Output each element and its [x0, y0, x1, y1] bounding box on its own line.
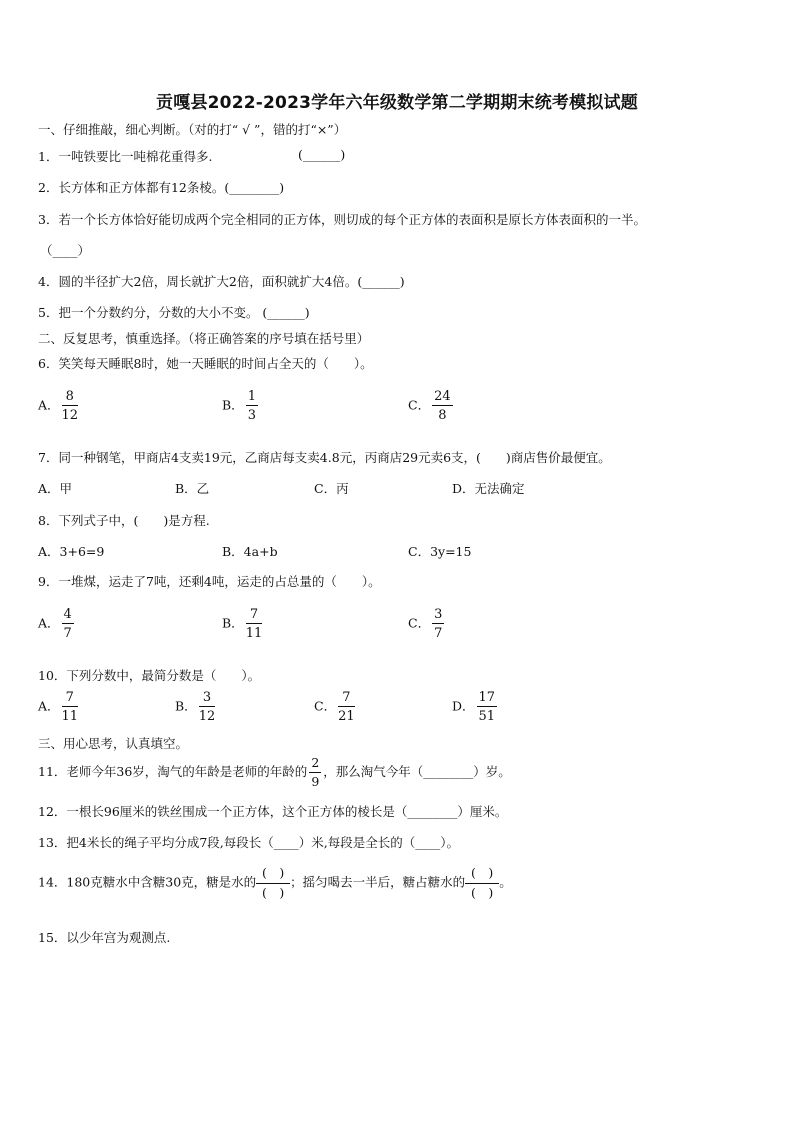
question-13: 13．把4米长的绳子平均分成7段,每段长（____）米,每段是全长的（____）。: [38, 835, 460, 850]
numerator: 17: [478, 690, 496, 705]
question-1-text: 1．一吨铁要比一吨棉花重得多.: [38, 149, 213, 164]
question-7-option-b[interactable]: B．乙: [175, 481, 210, 496]
fraction: [246, 608, 263, 640]
fraction: [432, 390, 453, 422]
question-10: 10．下列分数中，最简分数是（ ）。: [38, 668, 261, 683]
option-label: D．: [452, 698, 475, 714]
denominator: 3: [247, 408, 256, 423]
denominator: 21: [338, 709, 355, 724]
question-1: [38, 147, 212, 165]
answer-fraction-blank[interactable]: [465, 867, 499, 899]
denominator: 11: [61, 709, 79, 724]
page-title: 贡嘎县2022-2023学年六年级数学第二学期期末统考模拟试题: [156, 93, 638, 113]
option-label: B．: [222, 397, 244, 413]
option-label: A．: [38, 698, 60, 714]
numerator: 24: [434, 389, 451, 404]
denominator: 11: [245, 626, 263, 641]
question-5: 5．把一个分数约分，分数的大小不变。 (______): [38, 305, 310, 320]
question-8-option-c[interactable]: C．3y=15: [408, 544, 472, 559]
fraction: [477, 691, 498, 723]
option-label: C．: [408, 615, 431, 631]
question-8-option-a[interactable]: A．3+6=9: [38, 544, 105, 559]
question-3-answer-blank[interactable]: （____）: [40, 243, 91, 258]
question-10-option-a[interactable]: [38, 691, 80, 723]
question-4: 4．圆的半径扩大2倍，周长就扩大2倍，面积就扩大4倍。(______): [38, 274, 405, 289]
fraction: [246, 390, 258, 422]
numerator: 7: [246, 608, 263, 624]
denominator: 51: [478, 709, 496, 724]
question-7-option-c[interactable]: C．丙: [314, 481, 349, 496]
denominator: 12: [61, 408, 79, 423]
numerator: 3: [434, 607, 443, 622]
question-6-option-a[interactable]: [38, 390, 80, 422]
option-label: C．: [314, 698, 337, 714]
numerator: 8: [62, 390, 79, 406]
option-label: C．: [408, 397, 431, 413]
numerator-blank[interactable]: ( ): [256, 867, 290, 884]
answer-fraction-blank[interactable]: [256, 867, 290, 899]
question-7-option-d[interactable]: D．无法确定: [452, 481, 525, 496]
option-label: A．: [38, 615, 60, 631]
fraction: [432, 608, 444, 640]
question-7-option-a[interactable]: A．甲: [38, 481, 73, 496]
question-14-text-c: 。: [499, 874, 512, 890]
denominator-blank[interactable]: ( ): [262, 884, 285, 900]
question-7: 7．同一种钢笔，甲商店4支卖19元，乙商店每支卖4.8元，丙商店29元卖6支，( )商店售价最便宜。: [38, 450, 611, 465]
question-6: 6．笑笑每天睡眠8时，她一天睡眠的时间占全天的（ ）。: [38, 356, 373, 371]
numerator: 1: [247, 389, 256, 404]
question-3: 3．若一个长方体恰好能切成两个完全相同的正方体，则切成的每个正方体的表面积是原长方体表面积的一半。: [38, 212, 646, 227]
numerator: 2: [309, 757, 321, 773]
question-14-text-a: 14．180克糖水中含糖30克，糖是水的: [38, 874, 257, 890]
numerator-blank[interactable]: ( ): [465, 867, 499, 884]
question-6-option-c[interactable]: [408, 390, 455, 422]
question-9: 9．一堆煤，运走了7吨，还剩4吨，运走的占总量的（ ）。: [38, 574, 381, 589]
fraction: [62, 691, 79, 723]
question-11-text-a: 11．老师今年36岁，淘气的年龄是老师的年龄的: [38, 764, 308, 779]
numerator: 7: [338, 691, 355, 707]
denominator: 9: [311, 773, 320, 789]
option-label: B．: [175, 698, 197, 714]
question-8-option-b[interactable]: B．4a+b: [222, 544, 278, 559]
question-9-option-a[interactable]: [38, 608, 76, 640]
question-10-option-b[interactable]: [175, 691, 217, 723]
question-15: 15．以少年宫为观测点.: [38, 930, 171, 945]
question-2: 2．长方体和正方体都有12条棱。(________): [38, 180, 285, 195]
denominator: 12: [198, 709, 216, 724]
question-14-text-b: ；摇匀喝去一半后，糖占糖水的: [290, 874, 466, 890]
question-8: 8．下列式子中，( )是方程.: [38, 513, 210, 528]
denominator: 7: [63, 626, 72, 641]
section-1-heading: 一、仔细推敲，细心判断。（对的打“ √ ”，错的打“×”）: [38, 122, 347, 137]
denominator: 7: [434, 626, 443, 641]
question-9-option-b[interactable]: [222, 608, 264, 640]
question-6-option-b[interactable]: [222, 390, 260, 422]
denominator: 8: [438, 408, 447, 423]
question-1-answer-blank[interactable]: (______): [298, 147, 346, 162]
question-10-option-c[interactable]: [314, 691, 357, 723]
fraction: [338, 691, 355, 723]
question-10-option-d[interactable]: [452, 691, 499, 723]
question-12: 12．一根长96厘米的铁丝围成一个正方体，这个正方体的棱长是（________）厘米。: [38, 804, 508, 819]
numerator: 7: [62, 691, 79, 707]
question-11: [38, 757, 511, 788]
fraction: [62, 390, 79, 422]
numerator: 3: [199, 691, 216, 707]
option-label: B．: [222, 615, 244, 631]
denominator-blank[interactable]: ( ): [471, 884, 494, 900]
section-2-heading: 二、反复思考，慎重选择。（将正确答案的序号填在括号里）: [38, 331, 370, 346]
fraction: [309, 757, 321, 788]
fraction: [62, 608, 74, 640]
question-9-option-c[interactable]: [408, 608, 446, 640]
section-3-heading: 三、用心思考，认真填空。: [38, 736, 189, 751]
numerator: 4: [63, 607, 72, 622]
fraction: [199, 691, 216, 723]
option-label: A．: [38, 397, 60, 413]
question-11-text-b: ，那么淘气今年（________）岁。: [323, 764, 511, 779]
question-14: [38, 867, 512, 899]
